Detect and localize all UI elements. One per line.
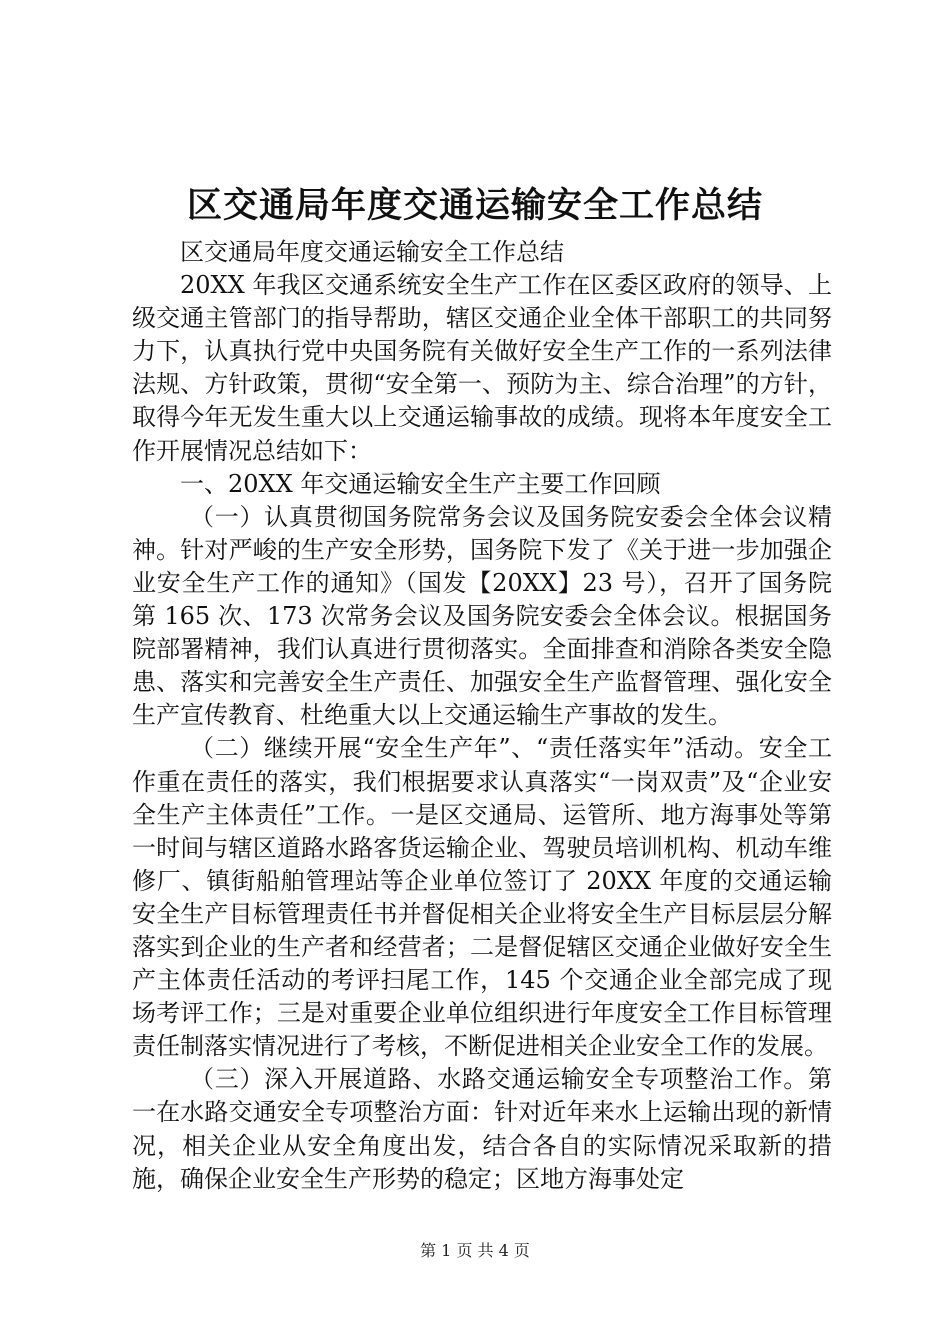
section-heading-review: 一、20XX 年交通运输安全生产主要工作回顾 — [180, 469, 661, 498]
body-paragraph-heading: 区交通局年度交通运输安全工作总结 — [180, 238, 564, 266]
document-title: 区交通局年度交通运输安全工作总结 — [186, 185, 763, 226]
body-paragraph-item-1: （一）认真贯彻国务院常务会议及国务院安委会全体会议精神。针对严峻的生产安全形势，国务院下发了《关于进一步加强企业安全生产工作的通知》（国发【20XX】23 号），召开了国务院第 165 次、173 次常务会议及国务院安委会全体会议。根据国务院部署精神，我们认真进行贯彻落实。全面排查和消除各类安全隐患、落实和完善安全生产责任、加强安全生产监督管理、强化安全生产宣传教育、杜绝重大以上交通运输生产事故的发生。 — [132, 502, 832, 730]
document-body — [132, 236, 832, 1196]
body-paragraph-item-3: （三）深入开展道路、水路交通运输安全专项整治工作。第一在水路交通安全专项整治方面：针对近年来水上运输出现的新情况，相关企业从安全角度出发，结合各自的实际情况采取新的措施，确保企业安全生产形势的稳定；区地方海事处定 — [132, 1065, 832, 1193]
body-paragraph-intro: 20XX 年我区交通系统安全生产工作在区委区政府的领导、上级交通主管部门的指导帮助，辖区交通企业全体干部职工的共同努力下，认真执行党中央国务院有关做好安全生产工作的一系列法律法规、方针政策，贯彻“安全第一、预防为主、综合治理”的方针，取得今年无发生重大以上交通运输事故的成绩。现将本年度安全工作开展情况总结如下： — [132, 271, 832, 465]
body-paragraph-item-2: （二）继续开展“安全生产年”、“责任落实年”活动。安全工作重在责任的落实，我们根据要求认真落实“一岗双责”及“企业安全生产主体责任”工作。一是区交通局、运管所、地方海事处等第一时间与辖区道路水路客货运输企业、驾驶员培训机构、机动车维修厂、镇街船舶管理站等企业单位签订了 20XX 年度的交通运输安全生产目标管理责任书并督促相关企业将安全生产目标层层分解落实到企业的生产者和经营者；二是督促辖区交通企业做好安全生产主体责任活动的考评扫尾工作，145 个交通企业全部完成了现场考评工作；三是对重要企业单位组织进行年度安全工作目标管理责任制落实情况进行了考核，不断促进相关企业安全工作的发展。 — [132, 734, 832, 1061]
page-footer: 第 1 页 共 4 页 — [420, 1241, 530, 1260]
